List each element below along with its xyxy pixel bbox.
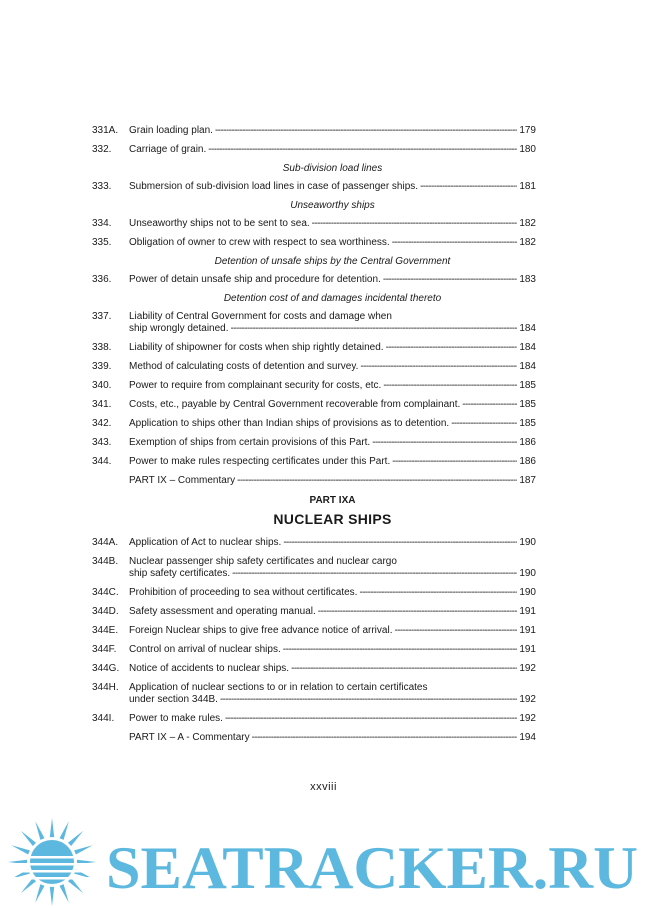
toc-entry[interactable] — [92, 437, 536, 449]
page-ref[interactable]: 184 — [519, 342, 536, 353]
section-number: 333. — [92, 181, 112, 192]
page-ref[interactable]: 191 — [519, 625, 536, 636]
page-ref[interactable]: 190 — [519, 587, 536, 598]
dot-leader — [372, 437, 517, 449]
section-title-line1: Application of nuclear sections to or in relation to certain certificates — [129, 682, 428, 693]
sun-ray — [50, 887, 54, 906]
section-title: Submersion of sub-division load lines in case of passenger ships. — [129, 181, 419, 192]
entry-line — [129, 218, 536, 230]
section-number: 335. — [92, 237, 112, 248]
dot-leader — [360, 361, 517, 373]
entry-line — [129, 663, 536, 675]
entry-line — [129, 437, 536, 449]
entry-body — [129, 274, 536, 286]
entry-body — [129, 644, 536, 656]
sun-ray — [35, 884, 44, 903]
entry-body — [129, 361, 536, 373]
section-number: 344C. — [92, 587, 119, 598]
section-number: 332. — [92, 144, 112, 155]
entry-body — [129, 537, 536, 549]
toc-entry[interactable] — [92, 713, 536, 725]
dot-leader — [318, 606, 518, 618]
page-ref[interactable]: 186 — [519, 456, 536, 467]
dot-leader — [215, 125, 517, 137]
dot-leader — [237, 475, 517, 487]
dot-leader — [394, 625, 517, 637]
entry-body — [129, 418, 536, 430]
section-number: 337. — [92, 311, 112, 322]
entry-line — [129, 475, 536, 487]
dot-leader — [451, 418, 517, 430]
toc-entry[interactable] — [92, 606, 536, 618]
dot-leader — [462, 399, 517, 411]
dot-leader — [392, 237, 518, 249]
watermark — [0, 806, 647, 908]
toc-entry[interactable] — [92, 418, 536, 430]
entry-line — [129, 713, 536, 725]
page-ref[interactable]: 182 — [519, 218, 536, 229]
dot-leader — [283, 537, 517, 549]
toc-entry[interactable] — [92, 682, 536, 706]
page-ref[interactable]: 191 — [519, 644, 536, 655]
sun-ray — [21, 878, 36, 893]
section-title: PART IX – Commentary — [129, 475, 236, 486]
watermark-text: SEATRACKER.RU — [106, 835, 638, 901]
toc-entry[interactable] — [92, 144, 536, 156]
dot-leader — [252, 732, 518, 744]
sun-logo-icon — [0, 818, 108, 906]
page-ref[interactable]: 192 — [519, 713, 536, 724]
toc-subheading: Detention of unsafe ships by the Central Government — [214, 256, 451, 267]
section-title: PART IX – A - Commentary — [129, 732, 250, 743]
section-number: 338. — [92, 342, 112, 353]
section-number: 339. — [92, 361, 112, 372]
page-ref[interactable]: 192 — [519, 694, 536, 705]
page-ref[interactable]: 182 — [519, 237, 536, 248]
dot-leader — [208, 144, 517, 156]
section-number: 344A. — [92, 537, 119, 548]
section-title: Grain loading plan. — [129, 125, 213, 136]
toc-section-part-ixa — [92, 537, 536, 744]
entry-line — [129, 399, 536, 411]
section-title: Power to require from complainant security for costs, etc. — [129, 380, 382, 391]
sun-ray — [11, 845, 30, 854]
entry-body — [129, 125, 536, 137]
section-number: 344B. — [92, 556, 119, 567]
toc-entry[interactable] — [92, 475, 536, 487]
entry-line — [129, 181, 536, 193]
toc-section-part-ix — [92, 125, 536, 487]
dot-leader — [283, 644, 518, 656]
page-ref[interactable]: 185 — [519, 418, 536, 429]
toc-entry[interactable] — [92, 663, 536, 675]
entry-body — [129, 181, 536, 193]
dot-leader — [383, 380, 517, 392]
dot-leader — [291, 663, 517, 675]
entry-body — [129, 342, 536, 354]
section-number: 344F. — [92, 644, 117, 655]
page-ref[interactable]: 180 — [519, 144, 536, 155]
section-number: 341. — [92, 399, 112, 410]
entry-line — [129, 125, 536, 137]
entry-line — [129, 694, 536, 706]
entry-body — [129, 437, 536, 449]
toc-entry[interactable] — [92, 556, 536, 580]
part-heading: PART IXA — [309, 495, 356, 506]
section-title: Method of calculating costs of detention and survey. — [129, 361, 359, 372]
dot-leader — [232, 568, 517, 580]
entry-body — [129, 663, 536, 675]
entry-line — [129, 625, 536, 637]
section-title: Prohibition of proceeding to sea without certificates. — [129, 587, 358, 598]
section-title: ship safety certificates. — [129, 568, 231, 579]
entry-body — [129, 456, 536, 468]
dot-leader — [231, 323, 518, 335]
toc-entry[interactable] — [92, 342, 536, 354]
entry-body — [129, 606, 536, 618]
toc-entry[interactable] — [92, 732, 536, 744]
section-title: Power to make rules respecting certificates under this Part. — [129, 456, 391, 467]
page-ref[interactable]: 190 — [519, 537, 536, 548]
page-ref[interactable]: 184 — [519, 323, 536, 334]
page-ref[interactable]: 181 — [519, 181, 536, 192]
section-number: 342. — [92, 418, 112, 429]
entry-body — [129, 144, 536, 156]
sun-ray — [74, 845, 93, 854]
entry-line — [129, 342, 536, 354]
page-ref[interactable]: 184 — [519, 361, 536, 372]
page-ref[interactable]: 194 — [519, 732, 536, 743]
entry-body — [129, 732, 536, 744]
sun-ray — [68, 831, 83, 846]
section-title: Application to ships other than Indian ships of provisions as to detention. — [129, 418, 450, 429]
page-ref[interactable]: 186 — [519, 437, 536, 448]
entry-line — [129, 456, 536, 468]
section-number: 336. — [92, 274, 112, 285]
dot-leader — [383, 274, 517, 286]
section-title: Foreign Nuclear ships to give free advance notice of arrival. — [129, 625, 393, 636]
entry-line — [129, 587, 536, 599]
entry-body — [129, 713, 536, 725]
entry-body — [129, 218, 536, 230]
entry-body — [129, 380, 536, 392]
entry-body — [129, 556, 536, 580]
section-title: Notice of accidents to nuclear ships. — [129, 663, 290, 674]
toc-entry[interactable] — [92, 644, 536, 656]
section-title: under section 344B. — [129, 694, 218, 705]
section-title: Liability of shipowner for costs when ship rightly detained. — [129, 342, 384, 353]
section-number: 344. — [92, 456, 112, 467]
section-number: 344H. — [92, 682, 119, 693]
section-title: Unseaworthy ships not to be sent to sea. — [129, 218, 310, 229]
sun-ray — [68, 878, 83, 893]
dot-leader — [359, 587, 517, 599]
entry-line — [129, 274, 536, 286]
entry-line — [129, 380, 536, 392]
entry-line — [129, 361, 536, 373]
dot-leader — [220, 694, 517, 706]
section-number: 344I. — [92, 713, 115, 724]
page-number: xxviii — [310, 781, 337, 793]
section-title: Power to make rules. — [129, 713, 223, 724]
section-title: Control on arrival of nuclear ships. — [129, 644, 281, 655]
entry-body — [129, 682, 536, 706]
entry-body — [129, 587, 536, 599]
toc-entry[interactable] — [92, 237, 536, 249]
toc-entry[interactable] — [92, 625, 536, 637]
toc-entry[interactable] — [92, 274, 536, 286]
entry-body — [129, 399, 536, 411]
section-title-line1: Nuclear passenger ship safety certificates and nuclear cargo — [129, 556, 397, 567]
page-ref[interactable]: 185 — [519, 399, 536, 410]
section-title: Application of Act to nuclear ships. — [129, 537, 282, 548]
entry-line — [129, 537, 536, 549]
section-title-line1: Liability of Central Government for costs and damage when — [129, 311, 392, 322]
dot-leader — [312, 218, 518, 230]
toc-subheading: Sub-division load lines — [282, 163, 383, 174]
entry-line — [129, 732, 536, 744]
toc-entry[interactable] — [92, 380, 536, 392]
dot-leader — [225, 713, 517, 725]
entry-line — [129, 323, 536, 335]
entry-body — [129, 475, 536, 487]
entry-body — [129, 311, 536, 335]
dot-leader — [420, 181, 517, 193]
section-title: Safety assessment and operating manual. — [129, 606, 316, 617]
entry-body — [129, 237, 536, 249]
toc-entry[interactable] — [92, 311, 536, 335]
section-title: Exemption of ships from certain provisions of this Part. — [129, 437, 371, 448]
toc-list — [92, 125, 536, 751]
toc-entry[interactable] — [92, 125, 536, 137]
page-ref[interactable]: 187 — [519, 475, 536, 486]
section-title: Costs, etc., payable by Central Government recoverable from complainant. — [129, 399, 461, 410]
page-ref[interactable]: 179 — [519, 125, 536, 136]
page-ref[interactable]: 191 — [519, 606, 536, 617]
entry-line — [129, 644, 536, 656]
section-number: 344D. — [92, 606, 119, 617]
section-number: 344E. — [92, 625, 119, 636]
toc-entry[interactable] — [92, 456, 536, 468]
page-ref[interactable]: 190 — [519, 568, 536, 579]
section-number: 343. — [92, 437, 112, 448]
section-title: ship wrongly detained. — [129, 323, 229, 334]
toc-entry[interactable] — [92, 361, 536, 373]
section-number: 334. — [92, 218, 112, 229]
sun-ray — [35, 821, 44, 840]
section-title: Obligation of owner to crew with respect to sea worthiness. — [129, 237, 390, 248]
toc-entry[interactable] — [92, 587, 536, 599]
page-ref[interactable]: 192 — [519, 663, 536, 674]
section-number: 340. — [92, 380, 112, 391]
section-number: 331A. — [92, 125, 119, 136]
entry-body — [129, 625, 536, 637]
toc-subheading: Unseaworthy ships — [290, 200, 375, 211]
page-ref[interactable]: 183 — [519, 274, 536, 285]
dot-leader — [392, 456, 517, 468]
entry-line — [129, 418, 536, 430]
dot-leader — [386, 342, 518, 354]
entry-line — [129, 568, 536, 580]
sun-ray — [50, 818, 54, 837]
entry-line — [129, 237, 536, 249]
part-title: NUCLEAR SHIPS — [273, 511, 392, 527]
page-ref[interactable]: 185 — [519, 380, 536, 391]
entry-line — [129, 606, 536, 618]
toc-entry[interactable] — [92, 537, 536, 549]
section-title: Carriage of grain. — [129, 144, 207, 155]
sun-ray — [21, 831, 36, 846]
sun-ray — [60, 821, 69, 840]
section-title: Power of detain unsafe ship and procedure for detention. — [129, 274, 381, 285]
toc-entry[interactable] — [92, 218, 536, 230]
entry-line — [129, 144, 536, 156]
toc-entry[interactable] — [92, 399, 536, 411]
toc-entry[interactable] — [92, 181, 536, 193]
sun-ray — [60, 884, 69, 903]
section-number: 344G. — [92, 663, 120, 674]
toc-subheading: Detention cost of and damages incidental thereto — [223, 293, 442, 304]
